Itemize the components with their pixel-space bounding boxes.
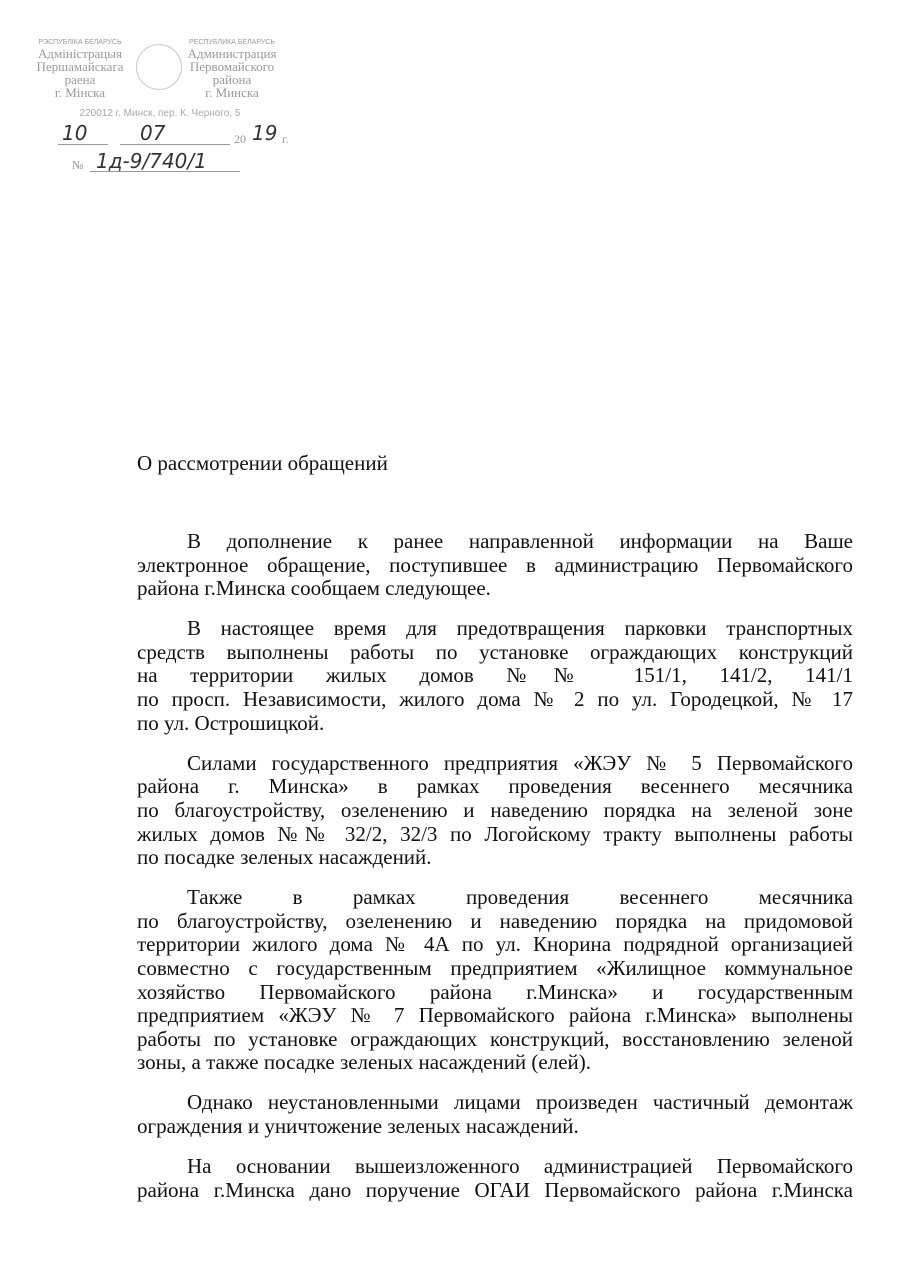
paragraph: [137, 617, 853, 735]
text-line: электронное обращение, поступившее в администрацию Первомайского: [137, 552, 853, 577]
stamp-address: 220012 г. Минск, пер. К. Черного, 5: [79, 108, 241, 119]
text-line: зоны, а также посадке зеленых насаждений (елей).: [137, 1050, 591, 1075]
stamp-line: РЭСПУБЛІКА БЕЛАРУСЬ: [38, 39, 122, 46]
date-month: 07: [140, 121, 166, 145]
text-line: Силами государственного предприятия «ЖЭУ № 5 Первомайского: [187, 750, 853, 775]
paragraph: [137, 1155, 853, 1202]
text-line: района г.Минска дано поручение ОГАИ Первомайского района г.Минска: [137, 1177, 853, 1202]
text-line: хозяйство Первомайского района г.Минска» и государственным: [137, 979, 853, 1004]
text-line: В дополнение к ранее направленной информации на Ваше: [187, 529, 853, 553]
number-label: №: [72, 158, 84, 172]
stamp-line: РЕСПУБЛИКА БЕЛАРУСЬ: [189, 39, 275, 46]
date-year-unit: г.: [282, 132, 289, 146]
text-line: по ул. Острошицкой.: [137, 710, 325, 735]
text-line: района г. Минска» в рамках проведения весеннего месячника: [137, 774, 853, 799]
text-line: по благоустройству, озеленению и наведению порядка на зеленой зоне: [137, 797, 853, 822]
stamp-line: Першамайскага: [36, 59, 124, 74]
paragraph: [137, 530, 853, 601]
text-line: по благоустройству, озеленению и наведению порядка на придомовой: [137, 908, 853, 933]
number-value: 1д-9/740/1: [96, 149, 207, 173]
outgoing-number: [72, 149, 207, 173]
letter-body: [137, 530, 853, 1219]
text-line: На основании вышеизложенного администрацией Первомайского: [187, 1154, 853, 1179]
text-line: совместно с государственным предприятием «Жилищное коммунальное: [137, 956, 853, 980]
stamp-line: г. Минска: [205, 85, 259, 100]
text-line: средств выполнены работы по установке ограждающих конструкций: [137, 639, 853, 664]
stamp-line: Администрация: [187, 46, 277, 61]
date-year-prefix: 20: [234, 132, 246, 146]
text-line: Однако неустановленными лицами произведен частичный демонтаж: [187, 1090, 853, 1115]
stamp-line: Первомайского: [189, 59, 275, 74]
text-line: предприятием «ЖЭУ № 7 Первомайского района г.Минска» выполнены: [137, 1003, 853, 1028]
text-line: ограждения и уничтожение зеленых насаждений.: [137, 1114, 579, 1139]
stamp-line: г. Мінска: [54, 85, 106, 100]
paragraph: [137, 1091, 853, 1138]
stamp-line: района: [212, 72, 252, 87]
subject-heading: О рассмотрении обращений: [137, 451, 388, 475]
text-line: по просп. Независимости, жилого дома № 2 по ул. Городецкой, № 17: [137, 687, 853, 712]
stamp-line: раена: [64, 72, 96, 87]
paragraph: [137, 752, 853, 870]
text-line: района г.Минска сообщаем следующее.: [137, 576, 491, 601]
text-line: на территории жилых домов №№ 151/1, 141/2, 141/1: [137, 663, 853, 688]
state-emblem-icon: [136, 44, 182, 90]
paragraph: [137, 886, 853, 1075]
stamp-line: Адміністрацыя: [38, 46, 122, 61]
letterhead-belarusian: [30, 38, 130, 99]
text-line: работы по установке ограждающих конструкций, восстановлению зеленой: [137, 1026, 853, 1051]
text-line: В настоящее время для предотвращения парковки транспортных: [187, 616, 853, 641]
letterhead-russian: [182, 38, 282, 99]
date-day: 10: [62, 121, 88, 145]
text-line: по посадке зеленых насаждений.: [137, 845, 432, 870]
text-line: жилых домов №№ 32/2, 32/3 по Логойскому тракту выполнены работы: [137, 821, 853, 846]
text-line: Также в рамках проведения весеннего месячника: [187, 885, 853, 910]
text-line: территории жилого дома № 4А по ул. Кнорина подрядной организацией: [137, 932, 853, 957]
date-year: 19: [252, 121, 278, 145]
